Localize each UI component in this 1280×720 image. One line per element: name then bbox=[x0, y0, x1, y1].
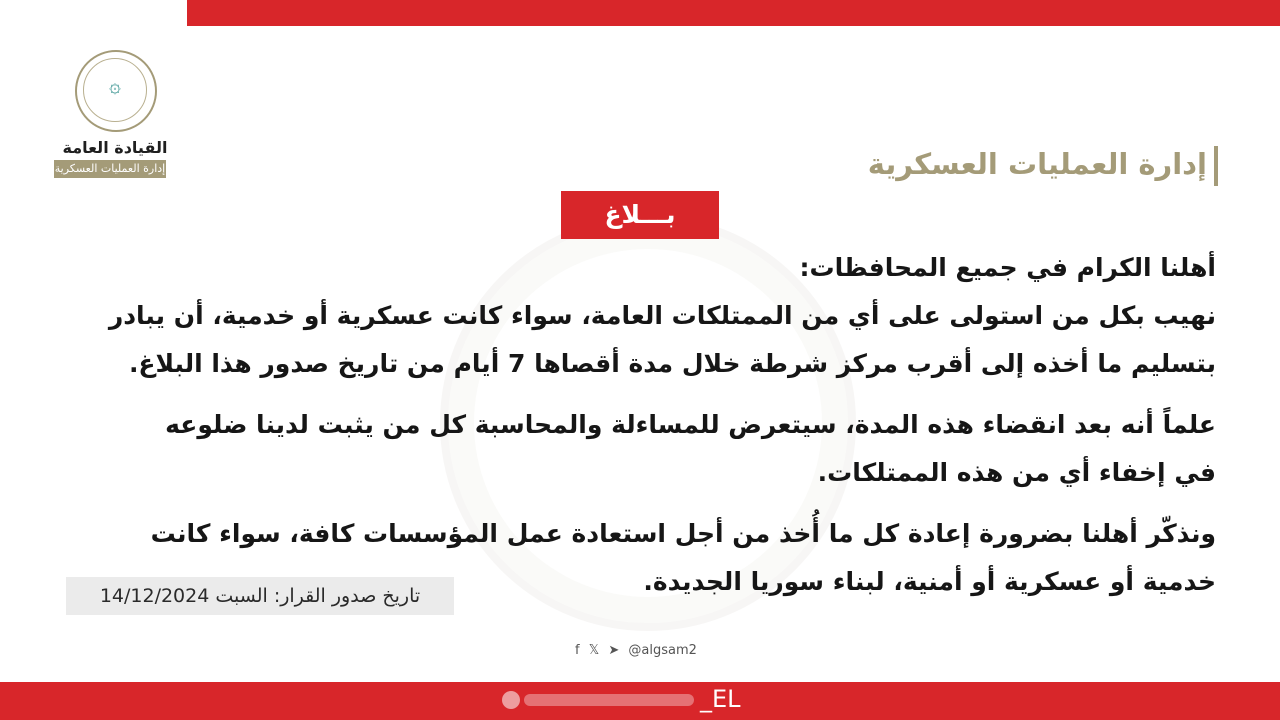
blurred-username bbox=[524, 694, 694, 706]
facebook-icon[interactable]: f bbox=[575, 643, 580, 658]
decision-date: تاريخ صدور القرار: السبت 14/12/2024 bbox=[66, 577, 454, 615]
social-handle[interactable]: @algsam2 bbox=[628, 643, 697, 658]
top-red-bar bbox=[187, 0, 1280, 26]
social-handle-row bbox=[575, 642, 702, 660]
announcement-body bbox=[66, 244, 1216, 606]
salutation: أهلنا الكرام في جميع المحافظات: bbox=[799, 253, 1216, 282]
watermark-text: _EL bbox=[700, 685, 741, 713]
logo-block bbox=[50, 46, 180, 186]
paragraph-2-line-2: في إخفاء أي من هذه الممتلكات. bbox=[817, 458, 1216, 487]
paragraph-3-line-2: خدمية أو عسكرية أو أمنية، لبناء سوريا الجديدة. bbox=[643, 567, 1216, 596]
paragraph-1-line-1: نهيب بكل من استولى على أي من الممتلكات العامة، سواء كانت عسكرية أو خدمية، أن يبادر bbox=[108, 301, 1216, 330]
department-badge: إدارة العمليات العسكرية bbox=[54, 160, 166, 178]
x-icon[interactable]: 𝕏 bbox=[588, 643, 600, 658]
paragraph-3-line-1: ونذكّر أهلنا بضرورة إعادة كل ما أُخذ من أجل استعادة عمل المؤسسات كافة، سواء كانت bbox=[150, 519, 1216, 548]
paragraph-2-line-1: علماً أنه بعد انقضاء هذه المدة، سيتعرض للمساءلة والمحاسبة كل من يثبت لدينا ضلوعه bbox=[165, 410, 1216, 439]
organization-name: القيادة العامة bbox=[62, 138, 168, 157]
announcement-label: بـــلاغ bbox=[561, 191, 719, 239]
weibo-watermark bbox=[502, 683, 741, 715]
page-title: إدارة العمليات العسكرية bbox=[867, 147, 1207, 181]
paragraph-1-line-2: بتسليم ما أخذه إلى أقرب مركز شرطة خلال مدة أقصاها 7 أيام من تاريخ صدور هذا البلاغ. bbox=[128, 349, 1216, 378]
title-divider bbox=[1214, 146, 1218, 186]
general-command-seal-icon: ۞ bbox=[75, 50, 157, 132]
weibo-logo-icon bbox=[502, 691, 520, 709]
telegram-icon[interactable]: ➤ bbox=[608, 643, 620, 658]
